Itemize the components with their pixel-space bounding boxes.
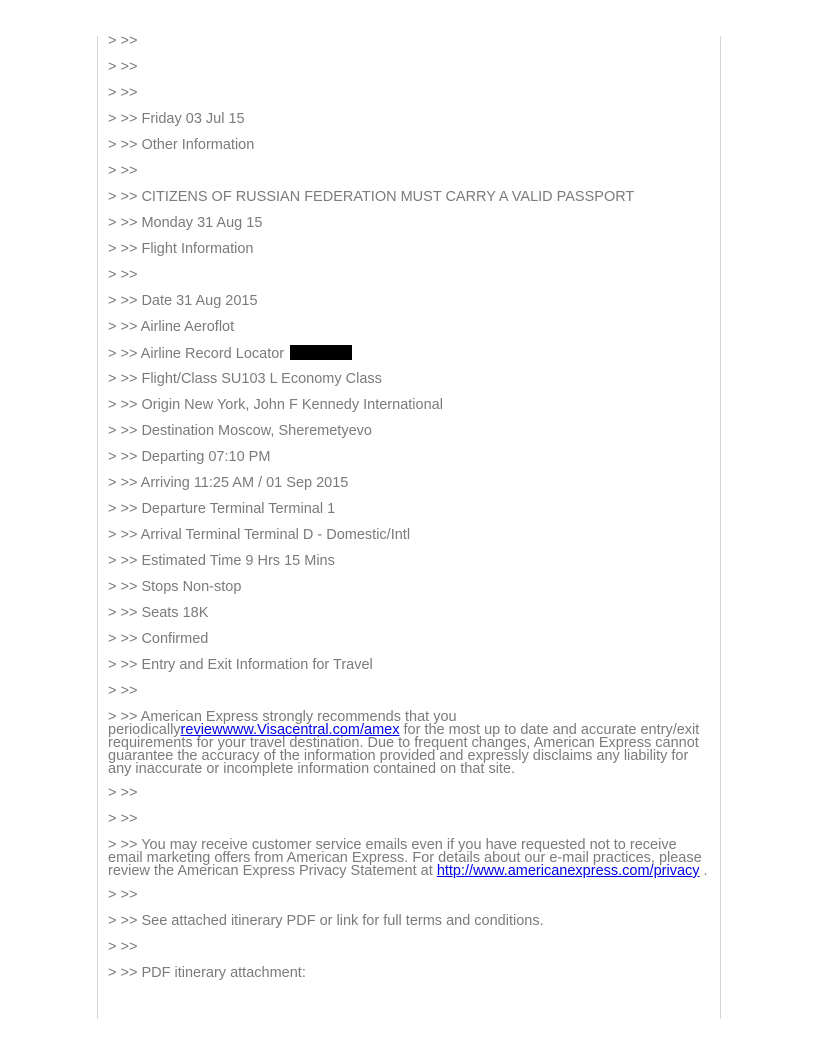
flight-departing: > >> Departing 07:10 PM	[108, 449, 271, 465]
amex-para-text: for the most up to date and accurate entry/exit requirements for your travel destination. Due to frequent changes, American Express cannot guarantee the accuracy of the information provided and expressly disclaims any liability for any inaccurate or incomplete information contained on that site.	[108, 722, 700, 777]
visacentral-link[interactable]: reviewwww.Visacentral.com/amex	[180, 722, 400, 738]
section-heading: > >> Flight Information	[108, 241, 254, 257]
pdf-attachment-line: > >> PDF itinerary attachment:	[108, 965, 306, 981]
record-locator-line	[108, 345, 708, 362]
email-body	[108, 33, 708, 991]
flight-destination: > >> Destination Moscow, Sheremetyevo	[108, 423, 372, 439]
date-heading: > >> Monday 31 Aug 15	[108, 215, 263, 231]
terms-line: > >> See attached itinerary PDF or link for full terms and conditions.	[108, 913, 544, 929]
quoted-line: > >>	[108, 683, 138, 699]
estimated-time: > >> Estimated Time 9 Hrs 15 Mins	[108, 553, 335, 569]
flight-seats: > >> Seats 18K	[108, 605, 209, 621]
flight-stops: > >> Stops Non-stop	[108, 579, 242, 595]
flight-arriving: > >> Arriving 11:25 AM / 01 Sep 2015	[108, 475, 349, 491]
section-heading: > >> Other Information	[108, 137, 255, 153]
flight-status: > >> Confirmed	[108, 631, 209, 647]
quoted-line: > >>	[108, 163, 138, 179]
quoted-line: > >>	[108, 887, 138, 903]
arrival-terminal: > >> Arrival Terminal Terminal D - Domestic/Intl	[108, 527, 411, 543]
flight-origin: > >> Origin New York, John F Kennedy International	[108, 397, 443, 413]
record-locator-label: > >> Airline Record Locator	[108, 346, 285, 362]
flight-class: > >> Flight/Class SU103 L Economy Class	[108, 371, 382, 387]
passport-notice: > >> CITIZENS OF RUSSIAN FEDERATION MUST CARRY A VALID PASSPORT	[108, 189, 635, 205]
departure-terminal: > >> Departure Terminal Terminal 1	[108, 501, 336, 517]
flight-date: > >> Date 31 Aug 2015	[108, 293, 258, 309]
privacy-para-text: .	[699, 863, 708, 879]
date-heading: > >> Friday 03 Jul 15	[108, 111, 245, 127]
redaction-box	[290, 345, 352, 360]
flight-airline: > >> Airline Aeroflot	[108, 319, 235, 335]
privacy-para-text: > >> You may receive customer service emails even if you have requested not to receive email marketing offers from American Express. For details about our e-mail practices, please review the American Express Privacy Statement at	[108, 837, 702, 879]
quoted-line: > >>	[108, 811, 138, 827]
quoted-line: > >>	[108, 785, 138, 801]
quoted-line: > >>	[108, 33, 138, 49]
amex-para-text: > >> American Express strongly recommends that you periodically	[108, 709, 457, 738]
privacy-link[interactable]: http://www.americanexpress.com/privacy	[436, 863, 700, 879]
amex-recommendation-paragraph	[108, 709, 708, 776]
quoted-line: > >>	[108, 939, 138, 955]
privacy-paragraph	[108, 837, 708, 878]
section-heading: > >> Entry and Exit Information for Travel	[108, 657, 373, 673]
quoted-line: > >>	[108, 267, 138, 283]
quoted-line: > >>	[108, 59, 138, 75]
quoted-line: > >>	[108, 85, 138, 101]
